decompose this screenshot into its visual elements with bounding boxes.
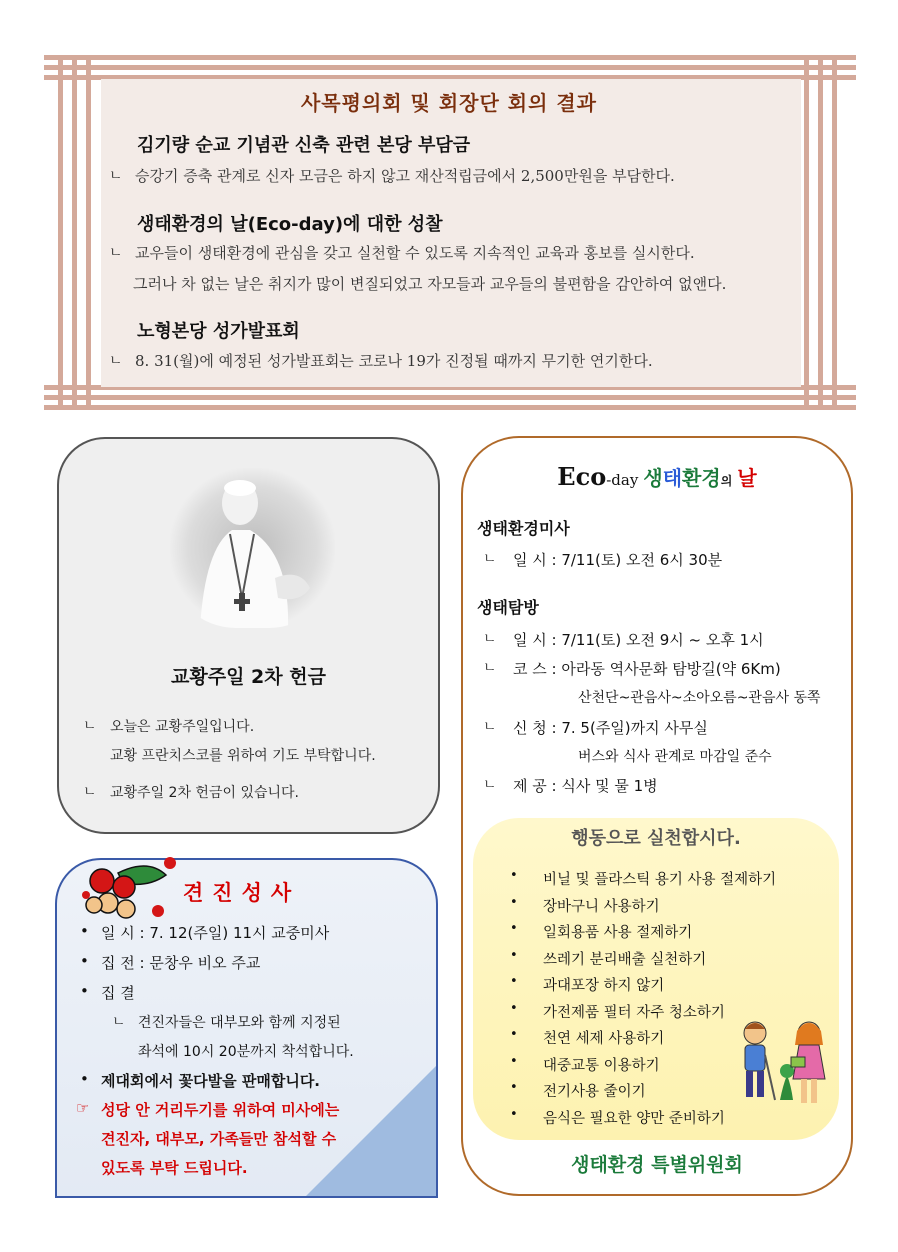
bullet: •	[510, 974, 518, 989]
eco-tour-provide: 제 공 : 식사 및 물 1병	[513, 777, 658, 795]
bullet: •	[510, 1106, 518, 1122]
corner-marker: ㄴ	[109, 353, 123, 369]
confirmation-gather: 집 결	[101, 984, 135, 1002]
notice-heading-ecoday: 생태환경의 날(Eco-day)에 대한 성찰	[137, 214, 443, 235]
corner-marker: ㄴ	[483, 631, 497, 647]
pope-text-1: 오늘은 교황주일입니다.	[110, 719, 255, 735]
confirmation-flowers: 제대회에서 꽃다발을 판매합니다.	[101, 1072, 321, 1090]
eco-tour-heading: 생태탐방	[477, 598, 539, 617]
confirmation-title: 견진성사	[183, 881, 301, 905]
confirmation-celebrant: 집 전 : 문창우 비오 주교	[101, 954, 261, 972]
confirmation-gather-2: 좌석에 10시 20분까지 착석합니다.	[138, 1044, 354, 1060]
bullet: •	[510, 1053, 518, 1069]
ecoday-title-nal: 날	[737, 466, 757, 490]
confirmation-gather-1: 견진자들은 대부모와 함께 지정된	[138, 1015, 341, 1031]
action-item: 천연 세제 사용하기	[543, 1031, 665, 1047]
pope-text-2: 교황 프란치스코를 위하여 기도 부탁합니다.	[110, 748, 376, 764]
ecoday-title-env	[643, 466, 720, 490]
bullet: •	[80, 922, 89, 940]
ecoday-title-hwangyeong: 환경	[682, 466, 721, 490]
eco-tour-date: 일 시 : 7/11(토) 오전 9시 ~ 오후 1시	[513, 631, 764, 649]
confirmation-notice-1: 성당 안 거리두기를 위하여 미사에는	[101, 1101, 340, 1119]
action-title: 행동으로 실천합시다.	[571, 828, 741, 849]
bullet: •	[510, 1080, 518, 1095]
corner-marker: ㄴ	[112, 1014, 126, 1030]
confirmation-notice-2: 견진자, 대부모, 가족들만 참석할 수	[101, 1130, 337, 1148]
notice-title: 사목평의회 및 회장단 회의 결과	[300, 91, 597, 115]
frame-line	[44, 55, 856, 60]
pope-title: 교황주일 2차 헌금	[171, 666, 326, 688]
bullet: •	[510, 947, 518, 963]
notice-text-ecoday-2: 그러나 차 없는 날은 취지가 많이 변질되었고 자모들과 교우들의 불편함을 감안하여 없앤다.	[133, 275, 727, 293]
bullet: •	[510, 1027, 518, 1042]
ecoday-title-ui: 의	[720, 474, 733, 488]
bullet: •	[510, 894, 518, 910]
corner-marker: ㄴ	[483, 660, 497, 676]
action-item: 전기사용 줄이기	[543, 1084, 646, 1100]
eco-tour-course-2: 산천단~관음사~소아오름~관음사 동쪽	[578, 690, 821, 706]
bullet: •	[510, 868, 518, 883]
eco-mass-heading: 생태환경미사	[477, 519, 570, 538]
notice-heading-choir: 노형본당 성가발표회	[137, 321, 300, 342]
corner-marker: ㄴ	[83, 784, 97, 800]
action-item: 과대포장 하지 않기	[543, 978, 665, 994]
action-item: 쓰레기 분리배출 실천하기	[543, 951, 707, 968]
eco-committee-footer: 생태환경 특별위원회	[571, 1154, 743, 1176]
bullet: •	[510, 921, 518, 936]
ecoday-title-eco: Eco	[557, 462, 607, 491]
action-item: 일회용품 사용 절제하기	[543, 925, 693, 941]
corner-marker: ㄴ	[483, 719, 497, 735]
eco-tour-apply: 신 청 : 7. 5(주일)까지 사무실	[513, 719, 708, 737]
ecoday-title	[461, 462, 853, 491]
bullet: •	[510, 1000, 518, 1016]
action-item: 장바구니 사용하기	[543, 898, 660, 915]
pope-photo	[170, 468, 335, 628]
pope-text-3: 교황주일 2차 헌금이 있습니다.	[110, 785, 299, 801]
frame-line	[44, 405, 856, 410]
frame-line	[44, 395, 856, 400]
hand-pointer-icon: ☞	[76, 1099, 90, 1117]
notice-text-memorial: 승강기 증축 관계로 신자 모금은 하지 않고 재산적립금에서 2,500만원을 부담한다.	[135, 167, 675, 185]
eco-tour-course: 코 스 : 아라동 역사문화 탐방길(약 6Km)	[513, 660, 781, 678]
eco-mass-date: 일 시 : 7/11(토) 오전 6시 30분	[513, 551, 723, 569]
bullet: •	[80, 1070, 89, 1088]
corner-marker: ㄴ	[483, 777, 497, 793]
action-item: 비닐 및 플라스틱 용기 사용 절제하기	[543, 872, 777, 888]
corner-marker: ㄴ	[83, 718, 97, 734]
action-item: 대중교통 이용하기	[543, 1057, 660, 1074]
bullet: •	[80, 952, 89, 970]
children-planting-icon	[735, 1015, 830, 1115]
eco-tour-apply-2: 버스와 식사 관계로 마감일 준수	[578, 749, 772, 765]
flower-icon	[78, 853, 178, 923]
pope-figure-icon	[170, 468, 335, 628]
notice-text-choir: 8. 31(월)에 예정된 성가발표회는 코로나 19가 진정될 때까지 무기한 연기한다.	[135, 352, 653, 370]
ecoday-title-saeng: 생	[643, 466, 663, 490]
corner-marker: ㄴ	[109, 245, 123, 261]
notice-heading-memorial: 김기량 순교 기념관 신축 관련 본당 부담금	[137, 135, 471, 156]
action-item: 음식은 필요한 양만 준비하기	[543, 1110, 725, 1127]
bullet: •	[80, 982, 89, 1000]
frame-line	[44, 65, 856, 70]
corner-marker: ㄴ	[109, 168, 123, 184]
ecoday-title-tae: 태	[662, 466, 683, 490]
notice-text-ecoday-1: 교우들이 생태환경에 관심을 갖고 실천할 수 있도록 지속적인 교육과 홍보를 실시한다.	[135, 244, 695, 262]
action-item: 가전제품 필터 자주 청소하기	[543, 1004, 725, 1021]
corner-marker: ㄴ	[483, 551, 497, 567]
ecoday-title-day: -day	[606, 471, 639, 489]
confirmation-date: 일 시 : 7. 12(주일) 11시 교중미사	[101, 924, 330, 942]
confirmation-notice-3: 있도록 부탁 드립니다.	[101, 1159, 248, 1177]
